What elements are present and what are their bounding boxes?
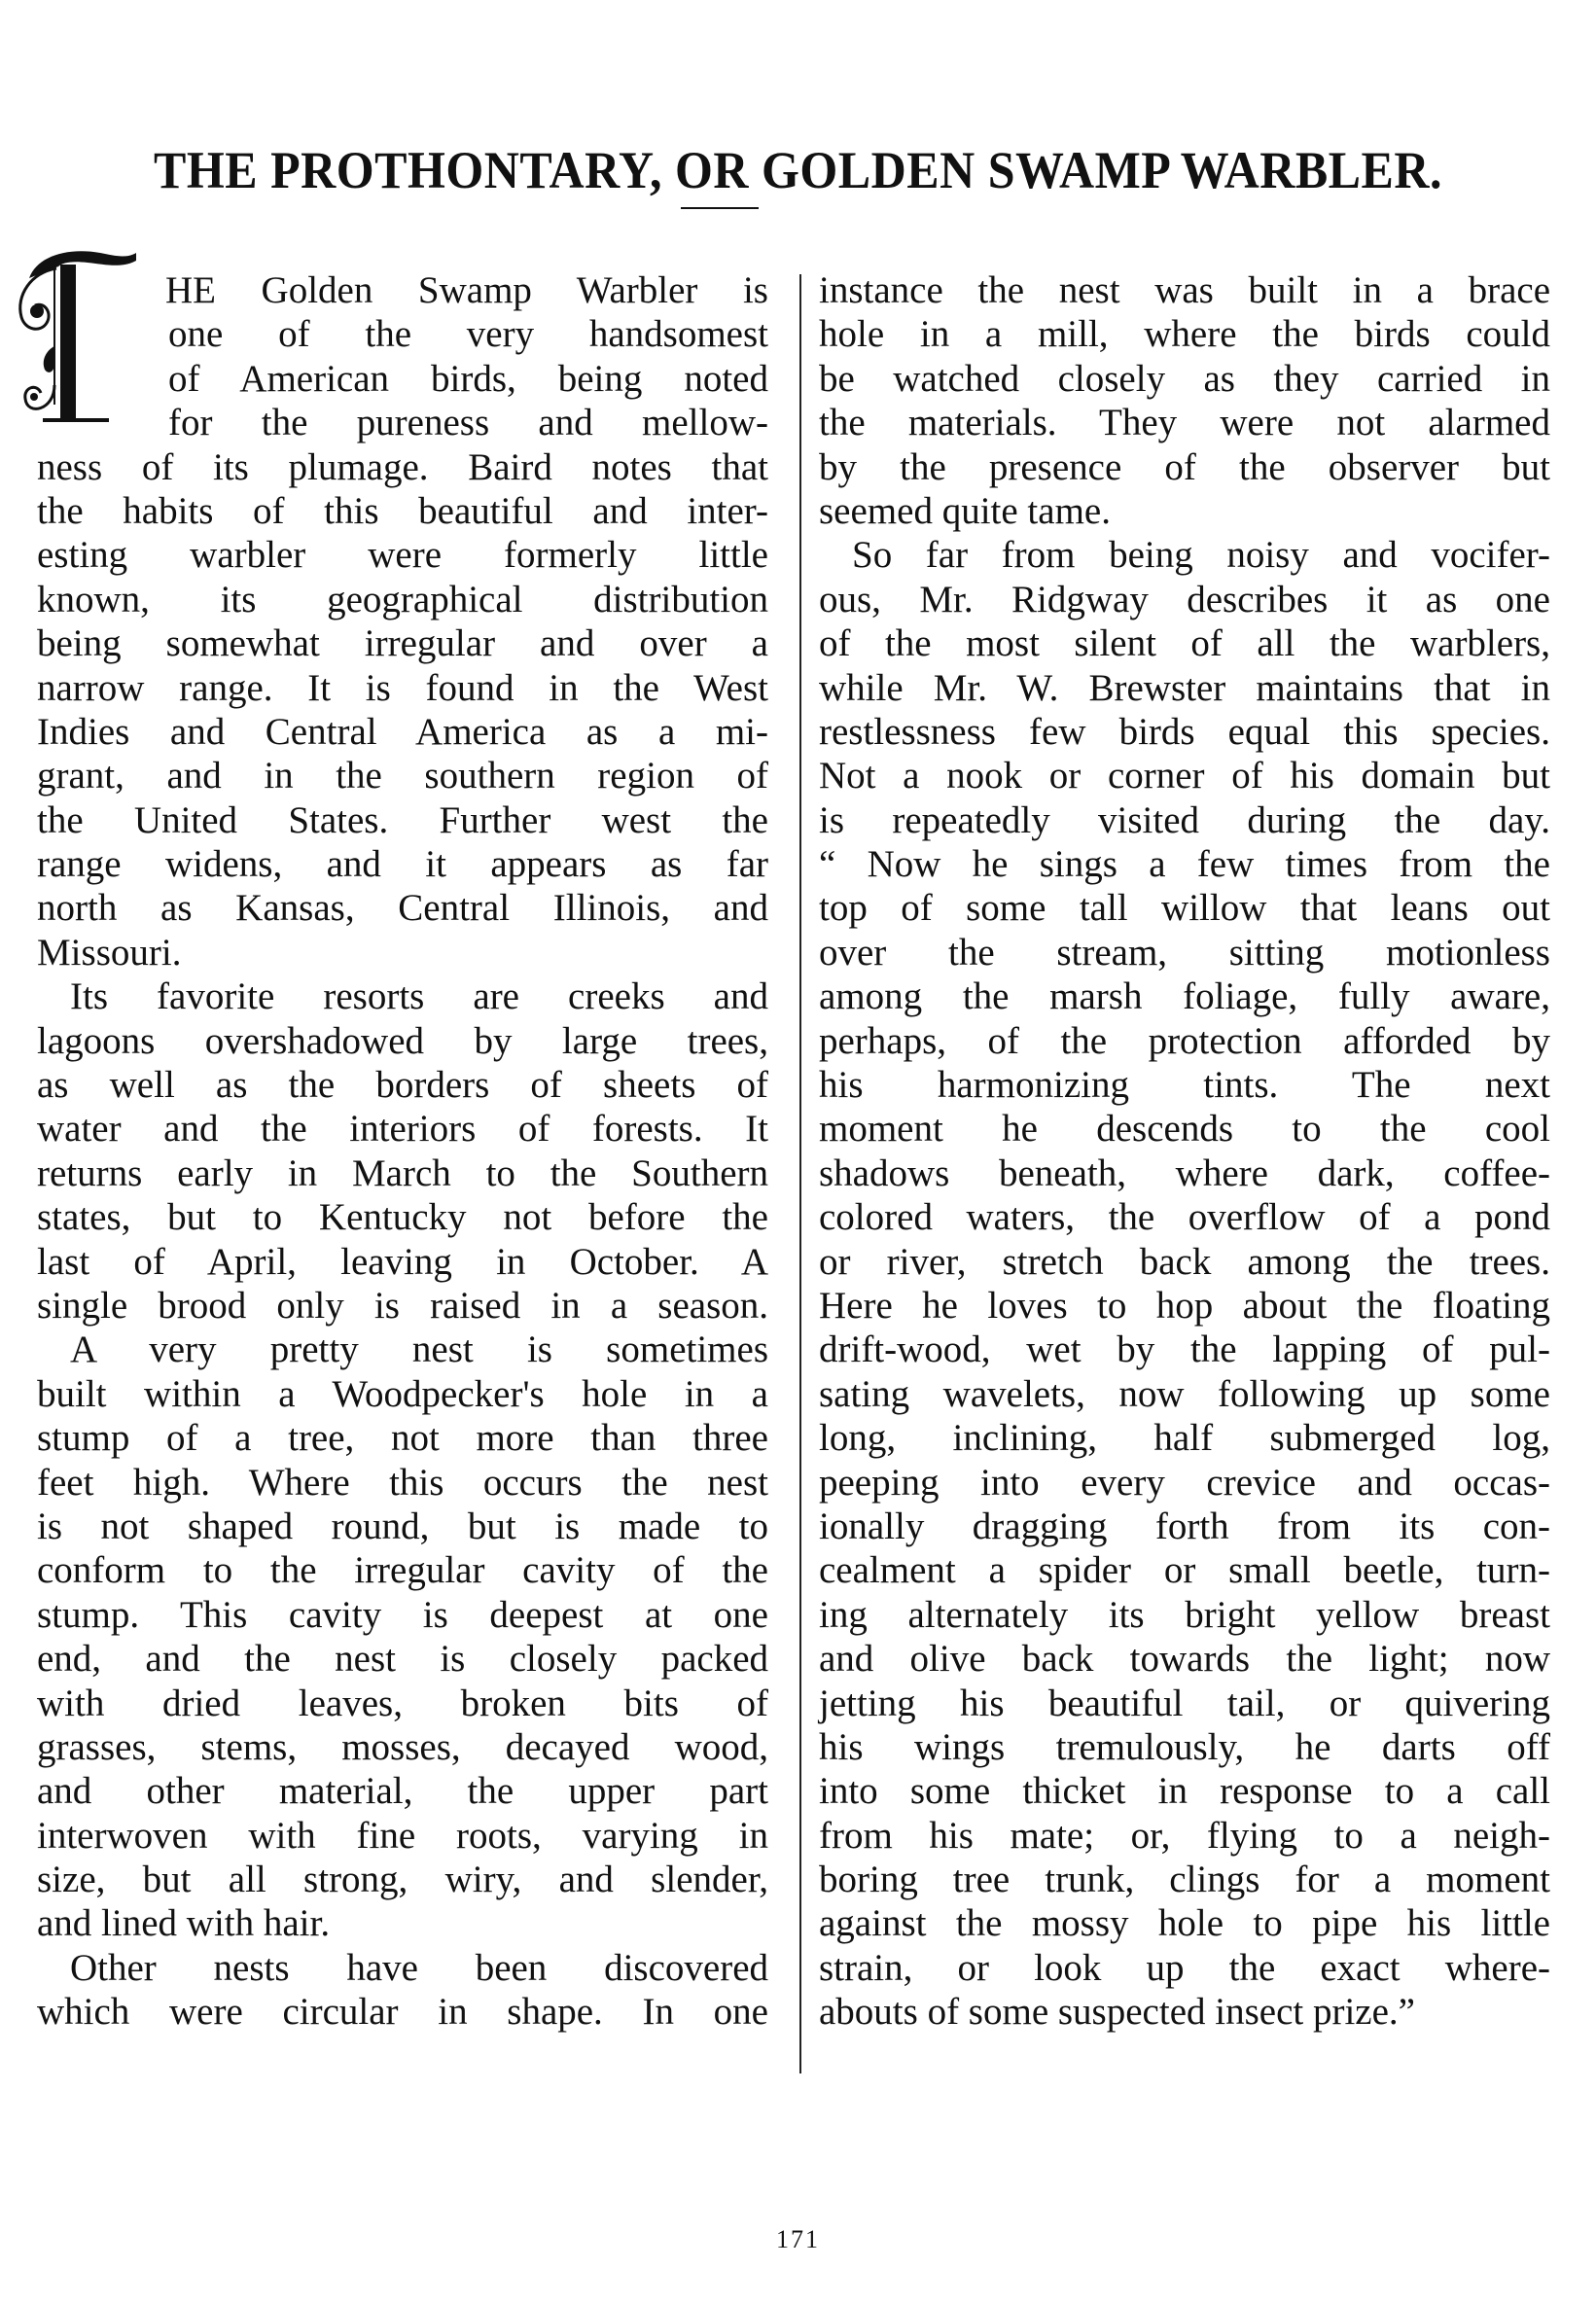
text-line: size, but all strong, wiry, and slender, — [37, 1859, 768, 1901]
text-line: by the presence of the observer but — [819, 445, 1550, 488]
text-line: interwoven with fine roots, varying in — [37, 1814, 768, 1857]
text-line: among the marsh foliage, fully aware, — [819, 975, 1550, 1018]
text-line: instance the nest was built in a brace — [819, 269, 1550, 311]
text-line: and lined with hair. — [37, 1902, 331, 1945]
text-line: while Mr. W. Brewster maintains that in — [819, 666, 1550, 709]
text-line: ionally dragging forth from its con- — [819, 1505, 1550, 1547]
text-line: of American birds, being noted — [168, 357, 768, 400]
text-line: jetting his beautiful tail, or quivering — [819, 1682, 1550, 1724]
title-rule-divider — [681, 207, 759, 209]
text-line: Not a nook or corner of his domain but — [819, 755, 1550, 797]
text-line: So far from being noisy and vocifer- — [852, 534, 1550, 577]
text-line: is repeatedly visited during the day. — [819, 798, 1550, 841]
text-line: drift-wood, wet by the lapping of pul- — [819, 1329, 1550, 1371]
text-line: last of April, leaving in October. A — [37, 1240, 768, 1283]
text-line: “ Now he sings a few times from the — [819, 843, 1550, 886]
text-line: one of the very handsomest — [168, 313, 768, 356]
page-title: THE PROTHONTARY, OR GOLDEN SWAMP WARBLER. — [154, 139, 1442, 199]
text-line: the habits of this beautiful and inter- — [37, 489, 768, 532]
text-line: perhaps, of the protection afforded by — [819, 1019, 1550, 1062]
text-line: A very pretty nest is sometimes — [70, 1329, 768, 1371]
text-line: ous, Mr. Ridgway describes it as one — [819, 578, 1550, 620]
text-line: end, and the nest is closely packed — [37, 1638, 768, 1681]
text-line: built within a Woodpecker's hole in a — [37, 1372, 768, 1415]
text-line: his harmonizing tints. The next — [819, 1064, 1550, 1107]
text-line: into some thicket in response to a call — [819, 1770, 1550, 1813]
text-line: the materials. They were not alarmed — [819, 402, 1550, 444]
text-line: grant, and in the southern region of — [37, 755, 768, 797]
text-line: stump of a tree, not more than three — [37, 1417, 768, 1460]
text-line: shadows beneath, where dark, coffee- — [819, 1152, 1550, 1194]
text-line: of the most silent of all the warblers, — [819, 622, 1550, 665]
text-line: from his mate; or, flying to a neigh- — [819, 1814, 1550, 1857]
text-line: top of some tall willow that leans out — [819, 887, 1550, 930]
text-line: water and the interiors of forests. It — [37, 1108, 768, 1151]
text-line: the United States. Further west the — [37, 798, 768, 841]
text-line: seemed quite tame. — [819, 489, 1111, 532]
text-line: moment he descends to the cool — [819, 1108, 1550, 1151]
text-line: for the pureness and mellow- — [168, 402, 768, 444]
text-line: his wings tremulously, he darts off — [819, 1725, 1550, 1768]
text-line: Other nests have been discovered — [70, 1946, 768, 1989]
right-column — [819, 268, 1550, 2035]
text-line: HE Golden Swamp Warbler is — [165, 269, 768, 311]
text-line: sating wavelets, now following up some — [819, 1372, 1550, 1415]
text-line: peeping into every crevice and occas- — [819, 1461, 1550, 1504]
text-line: Its favorite resorts are creeks and — [70, 975, 768, 1018]
text-line: is not shaped round, but is made to — [37, 1505, 768, 1547]
text-line: abouts of some suspected insect prize.” — [819, 1991, 1415, 2034]
text-line: narrow range. It is found in the West — [37, 666, 768, 709]
left-column — [37, 268, 768, 2035]
page-number: 171 — [776, 2225, 820, 2253]
text-line: boring tree trunk, clings for a moment — [819, 1859, 1550, 1901]
text-line: returns early in March to the Southern — [37, 1152, 768, 1194]
text-line: single brood only is raised in a season. — [37, 1284, 768, 1327]
text-line: feet high. Where this occurs the nest — [37, 1461, 768, 1504]
column-divider — [799, 274, 801, 2073]
text-line: against the mossy hole to pipe his little — [819, 1902, 1550, 1945]
text-line: and other material, the upper part — [37, 1770, 768, 1813]
text-line: ness of its plumage. Baird notes that — [37, 445, 768, 488]
text-line: cealment a spider or small beetle, turn- — [819, 1549, 1550, 1592]
text-line: with dried leaves, broken bits of — [37, 1682, 768, 1724]
text-line: being somewhat irregular and over a — [37, 622, 768, 665]
text-line: conform to the irregular cavity of the — [37, 1549, 768, 1592]
text-line: stump. This cavity is deepest at one — [37, 1593, 768, 1636]
text-line: as well as the borders of sheets of — [37, 1064, 768, 1107]
text-line: hole in a mill, where the birds could — [819, 313, 1550, 356]
text-line: over the stream, sitting motionless — [819, 931, 1550, 974]
text-line: Indies and Central America as a mi- — [37, 710, 768, 753]
text-line: be watched closely as they carried in — [819, 357, 1550, 400]
text-line: or river, stretch back among the trees. — [819, 1240, 1550, 1283]
text-line: esting warbler were formerly little — [37, 534, 768, 577]
text-line: colored waters, the overflow of a pond — [819, 1196, 1550, 1239]
text-line: states, but to Kentucky not before the — [37, 1196, 768, 1239]
text-line: known, its geographical distribution — [37, 578, 768, 620]
text-line: strain, or look up the exact where- — [819, 1946, 1550, 1989]
text-line: grasses, stems, mosses, decayed wood, — [37, 1725, 768, 1768]
text-line: long, inclining, half submerged log, — [819, 1417, 1550, 1460]
text-line: and olive back towards the light; now — [819, 1638, 1550, 1681]
text-line: lagoons overshadowed by large trees, — [37, 1019, 768, 1062]
text-line: ing alternately its bright yellow breast — [819, 1593, 1550, 1636]
text-line: Missouri. — [37, 931, 182, 974]
text-line: range widens, and it appears as far — [37, 843, 768, 886]
text-line: north as Kansas, Central Illinois, and — [37, 887, 768, 930]
text-line: restlessness few birds equal this species. — [819, 710, 1550, 753]
text-line: Here he loves to hop about the floating — [819, 1284, 1550, 1327]
text-line: which were circular in shape. In one — [37, 1991, 768, 2034]
